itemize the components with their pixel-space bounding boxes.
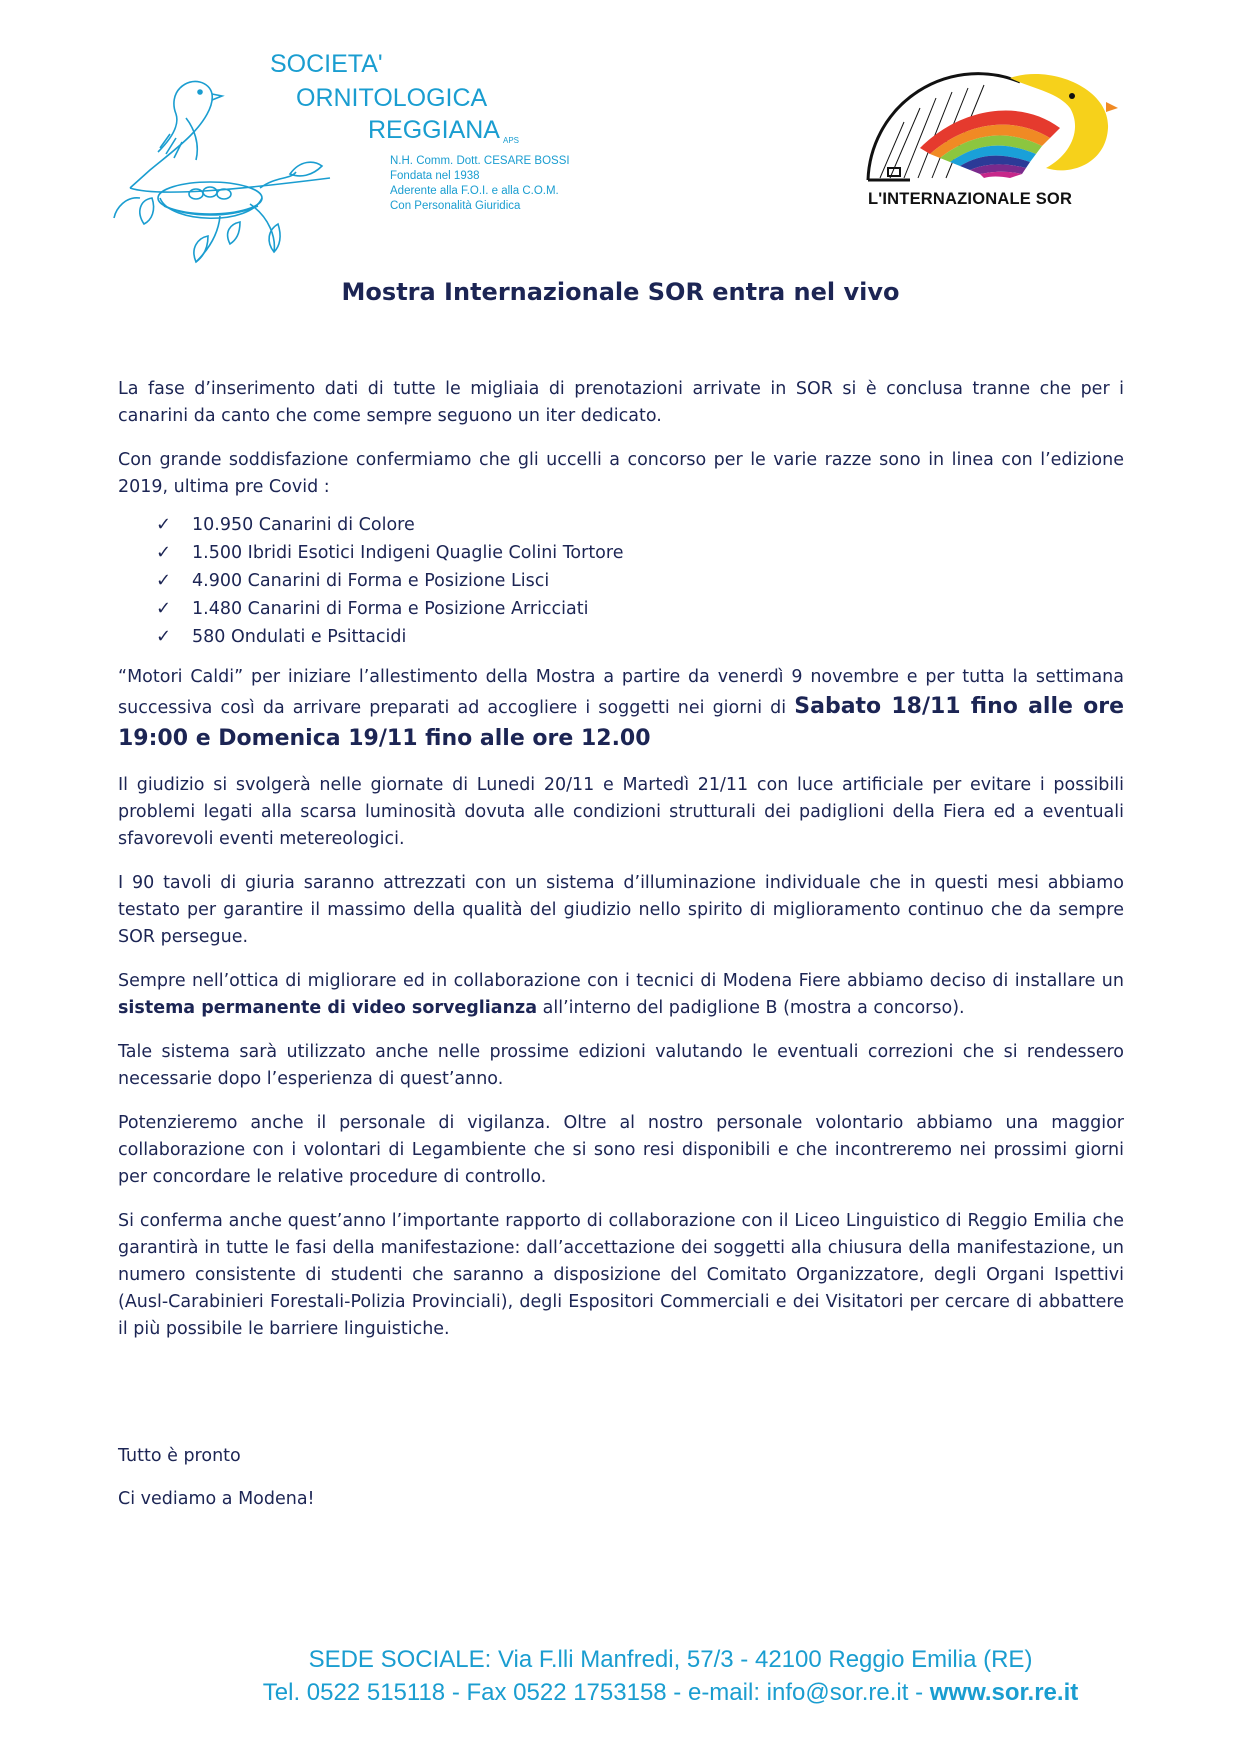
checkmark-icon: ✓: [156, 598, 172, 619]
article-body: [118, 376, 1124, 1360]
list-item-text: 580 Ondulati e Psittacidi: [192, 627, 407, 647]
paragraph: [118, 968, 1124, 1022]
list-item-text: 1.500 Ibridi Esotici Indigeni Quaglie Colini Tortore: [192, 543, 624, 563]
org-name-line2: ORNITOLOGICA: [296, 84, 488, 112]
paragraph: Potenzieremo anche il personale di vigilanza. Oltre al nostro personale volontario abbiamo una maggior collaborazione con i volontari di Legambiente che si sono resi disponibili e che incontreremo nei prossimi giorni per concordare le relative procedure di controllo.: [118, 1113, 1124, 1187]
paragraph: Il giudizio si svolgerà nelle giornate di Lunedi 20/11 e Martedì 21/11 con luce artificiale per evitare i possibili problemi legati alla scarsa luminosità dovuta alle condizioni strutturali dei padiglioni della Fiera ed a eventuali sfavorevoli eventi metereologici.: [118, 775, 1124, 849]
org-name-line3-text: REGGIANA: [368, 116, 500, 144]
paragraph: La fase d’inserimento dati di tutte le migliaia di prenotazioni arrivate in SOR si è conclusa tranne che per i canarini da canto che come sempre seguono un iter dedicato.: [118, 379, 1124, 426]
list-item: [156, 623, 1124, 651]
org-sub-line: Aderente alla F.O.I. e alla C.O.M.: [390, 185, 559, 197]
org-sub-line: Fondata nel 1938: [390, 170, 480, 182]
org-subtitle: [390, 154, 570, 214]
society-logo: [100, 28, 620, 273]
paragraph: I 90 tavoli di giuria saranno attrezzati con un sistema d’illuminazione individuale che in questi mesi abbiamo testato per garantire il massimo della qualità del giudizio nello spirito di miglioramento continuo che da sempre SOR persegue.: [118, 873, 1124, 947]
org-name-line1: SOCIETA': [270, 50, 383, 78]
bird-nest-icon: [100, 48, 340, 278]
list-item: [156, 539, 1124, 567]
org-name-line3: [368, 116, 519, 145]
footer: [0, 1645, 1241, 1711]
internazionale-sor-logo: [860, 68, 1120, 218]
org-sub-line: N.H. Comm. Dott. CESARE BOSSI: [390, 155, 570, 167]
paragraph-text: “Motori Caldi” per iniziare l’allestimento della Mostra a partire da venerdì 9 novembre e per tutta la settimana successiva così da arrivare preparati ad accogliere i soggetti nei giorni di: [118, 667, 1124, 718]
footer-contacts: [100, 1675, 1241, 1711]
paragraph: Si conferma anche quest’anno l’importante rapporto di collaborazione con il Liceo Linguistico di Reggio Emilia che garantirà in tutte le fasi della manifestazione: dall’accettazione dei soggetti alla chiusura della manifestazione, un numero consistente di studenti che saranno a disposizione del Comitato Organizzatore, degli Organi Ispettivi (Ausl-Carabinieri Forestali-Polizia Provinciali), degli Espositori Commerciali e dei Visitatori per cercare di abbattere il più possibile le barriere linguistiche.: [118, 1211, 1124, 1339]
checkmark-icon: ✓: [156, 626, 172, 647]
paragraph: Con grande soddisfazione confermiamo che gli uccelli a concorso per le varie razze sono in linea con l’edizione 2019, ultima pre Covid :: [118, 450, 1124, 497]
org-aps-label: APS: [502, 136, 519, 145]
checkmark-icon: ✓: [156, 570, 172, 591]
paragraph: Tale sistema sarà utilizzato anche nelle prossime edizioni valutando le eventuali correzioni che si rendessero necessarie dopo l’esperienza di quest’anno.: [118, 1042, 1124, 1089]
paragraph: [118, 664, 1124, 755]
website-link[interactable]: www.sor.re.it: [929, 1679, 1079, 1706]
list-item: [156, 595, 1124, 623]
closing-line: Tutto è pronto: [118, 1446, 241, 1466]
list-item-text: 4.900 Canarini di Forma e Posizione Lisci: [192, 571, 550, 591]
internazionale-sor-label: L'INTERNAZIONALE SOR: [868, 190, 1073, 208]
paragraph-text: all’interno del padiglione B (mostra a concorso).: [537, 998, 965, 1018]
list-item-text: 10.950 Canarini di Colore: [192, 515, 415, 535]
footer-address: SEDE SOCIALE: Via F.lli Manfredi, 57/3 - 42100 Reggio Emilia (RE): [308, 1646, 1033, 1673]
list-item: [156, 567, 1124, 595]
org-sub-line: Con Personalità Giuridica: [390, 200, 521, 212]
closing-line: Ci vediamo a Modena!: [118, 1489, 315, 1509]
rainbow-bird-icon: [860, 68, 1120, 188]
entries-list: [118, 511, 1124, 651]
closing: [118, 1443, 315, 1529]
dates-highlight: Sabato 18/11 fino alle ore 19:00 e Domenica 19/11 fino alle ore 12.00: [118, 694, 1124, 751]
footer-contacts-text: Tel. 0522 515118 - Fax 0522 1753158 - e-mail: info@sor.re.it -: [262, 1679, 930, 1706]
page-title: Mostra Internazionale SOR entra nel vivo: [341, 278, 900, 306]
list-item: [156, 511, 1124, 539]
paragraph-text: Sempre nell’ottica di migliorare ed in collaborazione con i tecnici di Modena Fiere abbiamo deciso di installare un: [118, 971, 1124, 991]
checkmark-icon: ✓: [156, 514, 172, 535]
video-surveillance-highlight: sistema permanente di video sorveglianza: [118, 998, 538, 1018]
checkmark-icon: ✓: [156, 542, 172, 563]
list-item-text: 1.480 Canarini di Forma e Posizione Arricciati: [192, 599, 589, 619]
